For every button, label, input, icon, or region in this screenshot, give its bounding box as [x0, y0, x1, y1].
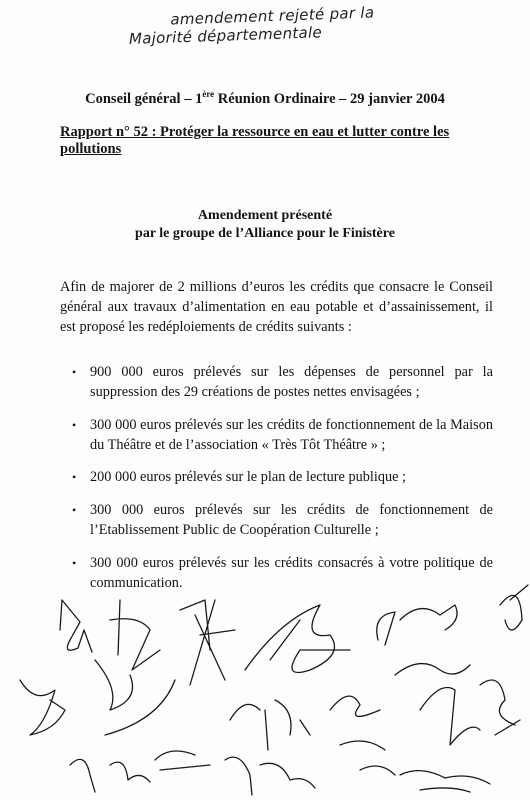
list-item [60, 467, 493, 487]
report-title: Rapport n° 52 : Protéger la ressource en eau et lutter contre les pollutions [60, 124, 450, 157]
signature-8 [20, 680, 65, 735]
signature-2 [110, 600, 160, 670]
list-item-text: 300 000 euros prélevés sur les crédits de fonctionnement de la Maison du Théâtre et de l’association « Très Tôt Théâtre » ; [90, 417, 493, 453]
list-item-text: 300 000 euros prélevés sur les crédits de fonctionnement de l’Etablissement Public de Coopération Culturelle ; [90, 502, 493, 538]
amendment-heading-line-2: par le groupe de l’Alliance pour le Finistère [135, 226, 395, 241]
list-item-text: 900 000 euros prélevés sur les dépenses de personnel par la suppression des 29 créations de postes nettes envisagées ; [90, 364, 493, 400]
signature-1 [60, 600, 92, 652]
intro-paragraph: Afin de majorer de 2 millions d’euros les crédits que consacre le Conseil général aux travaux d’alimentation en eau potable et d’assainissement, il est proposé les redéploiements de crédits suivants : [60, 279, 493, 335]
signature-9 [95, 660, 175, 735]
list-item [60, 415, 493, 455]
bullet-mark: • [72, 365, 77, 379]
bullet-mark: • [72, 556, 77, 570]
list-item [60, 500, 493, 540]
handwritten-line-1: amendement rejeté par la [169, 3, 375, 29]
signature-17 [360, 766, 490, 792]
bullet-mark: • [72, 503, 77, 517]
signatures-drawing [0, 560, 530, 800]
document-header [0, 89, 530, 108]
signature-4 [245, 605, 350, 673]
header-suffix: Réunion Ordinaire – 29 janvier 2004 [214, 90, 445, 107]
amendment-heading [0, 207, 530, 243]
signature-5 [377, 605, 457, 645]
signature-7 [395, 664, 470, 675]
signature-12 [330, 696, 385, 750]
bullet-mark: • [72, 470, 77, 484]
amendment-heading-line-1: Amendement présenté [197, 208, 333, 223]
handwritten-line-2: Majorité départementale [128, 23, 323, 48]
signature-14 [480, 680, 520, 735]
header-prefix: Conseil général – 1 [85, 90, 203, 107]
signature-3 [180, 600, 235, 685]
signature-15 [70, 759, 150, 792]
bullet-mark: • [72, 418, 77, 432]
signature-10 [230, 700, 310, 750]
handwritten-annotation [128, 1, 449, 48]
signature-6 [500, 585, 528, 630]
list-item-text: 300 000 euros prélevés sur les crédits consacrés à votre politique de communication. [90, 555, 493, 591]
header-superscript: ère [202, 89, 215, 99]
list-item [60, 362, 493, 402]
signature-16 [225, 757, 315, 795]
signature-11 [155, 751, 210, 770]
signature-13 [420, 688, 480, 746]
list-item-text: 200 000 euros prélevés sur le plan de lecture publique ; [90, 469, 407, 485]
signature-block [0, 560, 530, 800]
